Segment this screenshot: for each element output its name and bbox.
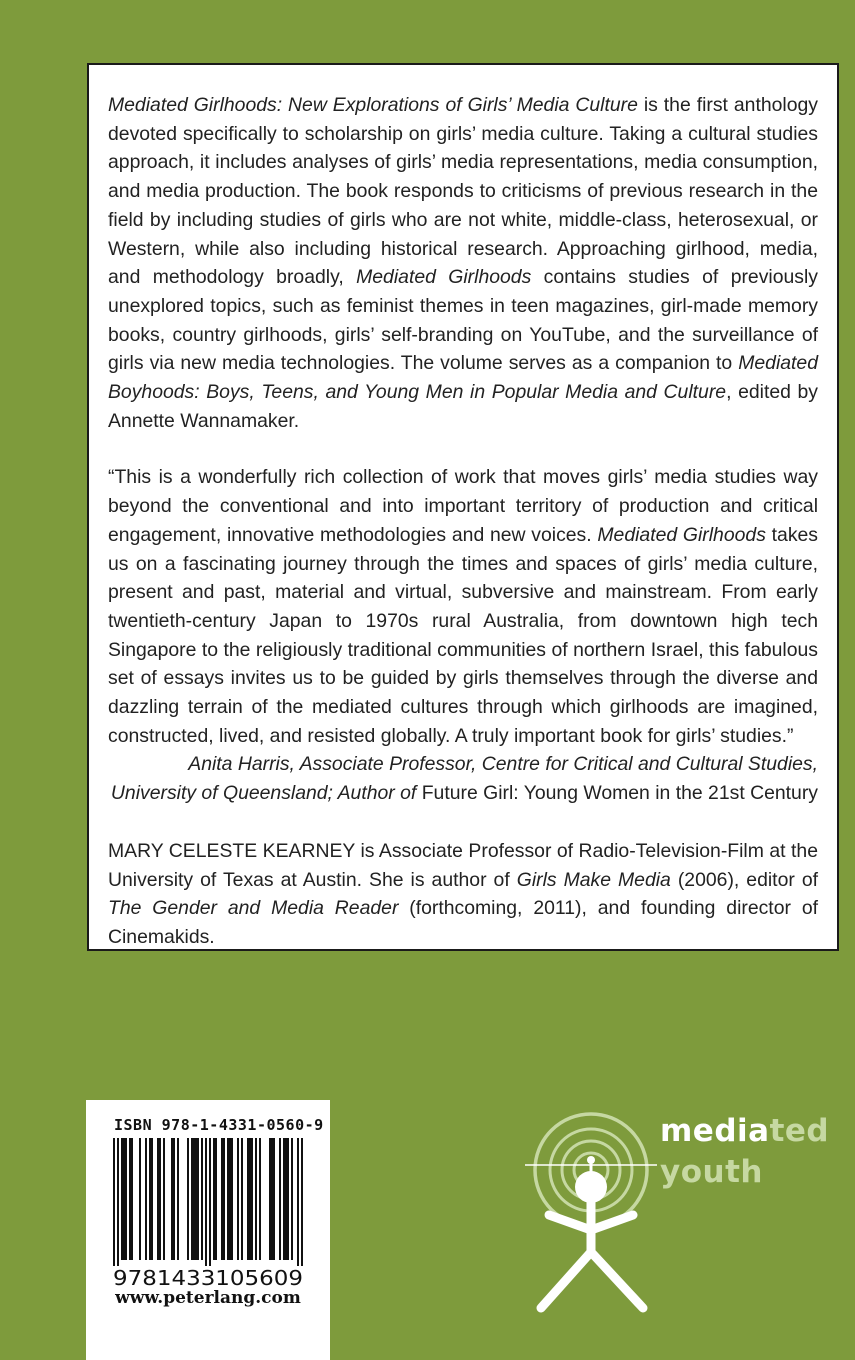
- quote-start: “This is a wonderfully rich collection of work that moves girls’ media studies way beyond the conventional and into important territory of production and critical engagement, innovative methodologies and new voices.: [108, 466, 818, 546]
- barcode-bar: [221, 1138, 223, 1260]
- barcode-bar: [241, 1138, 243, 1260]
- barcode-bar: [213, 1138, 215, 1260]
- logo-word-part-b: ted: [769, 1113, 830, 1149]
- barcode-bar: [247, 1138, 249, 1260]
- barcode-bar: [283, 1138, 285, 1260]
- barcode-bar: [129, 1138, 131, 1260]
- barcode-bar: [145, 1138, 147, 1260]
- barcode-bar: [227, 1138, 229, 1260]
- barcode-bar: [187, 1138, 189, 1260]
- antenna-ball: [587, 1156, 595, 1164]
- endorsement-quote: [108, 463, 818, 750]
- barcode-bar: [151, 1138, 153, 1260]
- description-ending: , edited by Annette Wannamaker.: [108, 381, 818, 432]
- barcode-bar: [159, 1138, 161, 1260]
- barcode-bar: [121, 1138, 123, 1260]
- barcode-bar: [279, 1138, 281, 1260]
- barcode-bar: [297, 1138, 299, 1266]
- barcode-bar: [215, 1138, 217, 1260]
- author-bio: [108, 837, 818, 952]
- endorsement-attribution: [108, 750, 818, 807]
- barcode-bar: [255, 1138, 257, 1260]
- barcode-bar: [223, 1138, 225, 1260]
- attribution-line-1: Anita Harris, Associate Professor, Centre for Critical and Cultural Studies,: [188, 753, 818, 776]
- barcode-bar: [269, 1138, 271, 1260]
- logo-word-youth: youth: [660, 1154, 763, 1190]
- barcode-panel: [86, 1100, 330, 1360]
- stick-figure-head: [575, 1171, 607, 1203]
- barcode-bar: [117, 1138, 119, 1266]
- quote-book-title: Mediated Girlhoods: [597, 523, 766, 546]
- barcode-bar: [149, 1138, 151, 1260]
- book-title-short: Mediated Girlhoods: [356, 266, 532, 289]
- bio-part-3: (forthcoming, 2011), and founding director of Cinemakids.: [108, 897, 818, 948]
- attribution-line-2: University of Queensland; Author of: [110, 782, 422, 805]
- logo-word-part-a: media: [660, 1113, 770, 1149]
- attribution-book: Future Girl: Young Women in the 21st Century: [421, 782, 818, 805]
- companion-title: Mediated Boyhoods: Boys, Teens, and Young Men in Popular Media and Culture: [108, 352, 818, 404]
- barcode-bar: [171, 1138, 173, 1260]
- barcode-bar: [291, 1138, 293, 1260]
- barcode-bar: [285, 1138, 287, 1260]
- barcode-bar: [157, 1138, 159, 1260]
- barcode-bar: [287, 1138, 289, 1260]
- barcode-bar: [123, 1138, 125, 1260]
- barcode-bar: [301, 1138, 303, 1266]
- description-middle: contains studies of previously unexplored topics, such as feminist themes in teen magazines, girl-made memory books, country girlhoods, girls’ self-branding on YouTube, and the surveillance of girls via new media technologies. The volume serves as a companion to: [108, 266, 818, 375]
- bio-part-2: (2006), editor of: [670, 868, 818, 891]
- bio-start: MARY CELESTE KEARNEY is Associate Professor of Radio-Television-Film at the University of Texas at Austin. She is author of: [108, 839, 818, 891]
- barcode-bar: [177, 1138, 179, 1260]
- book-title: Mediated Girlhoods: New Explorations of Girls’ Media Culture: [108, 94, 638, 116]
- barcode-bar: [195, 1138, 197, 1260]
- mediated-youth-logo: [525, 1090, 660, 1325]
- description-intro: is the first anthology devoted specifically to scholarship on girls’ media culture. Taking a cultural studies approach, it includes analyses of girls’ media representations, media consumption, and media production. The book responds to criticisms of previous research in the field by including studies of girls who are not white, middle-class, heterosexual, or Western, while also including historical research. Approaching girlhood, media, and methodology broadly,: [108, 94, 818, 289]
- isbn-label: ISBN 978-1-4331-0560-9: [114, 1116, 324, 1134]
- barcode-bar: [273, 1138, 275, 1260]
- barcode-bar: [163, 1138, 165, 1260]
- barcode: [106, 1138, 310, 1288]
- quote-end: takes us on a fascinating journey through the times and spaces of girls’ media culture, present and past, material and virtual, subversive and mainstream. From early twentieth-century Japan to 1970s rural Australia, from downtown high tech Singapore to the religiously traditional communities of northern Israel, this fabulous set of essays invites us to be guided by girls themselves through the diverse and dazzling terrain of the mediated cultures through which girlhoods are imagined, constructed, lived, and resisted globally. A truly important book for girls’ studies.”: [108, 523, 818, 747]
- book-description: [108, 91, 818, 435]
- barcode-bar: [139, 1138, 141, 1260]
- barcode-bar: [251, 1138, 253, 1260]
- barcode-bar: [173, 1138, 175, 1260]
- barcode-bar: [205, 1138, 207, 1266]
- back-cover-text-box: [87, 63, 839, 951]
- barcode-bar: [229, 1138, 231, 1260]
- barcode-bar: [113, 1138, 115, 1266]
- logo-word-mediated: [660, 1113, 830, 1149]
- barcode-digits: 9781433105609: [113, 1266, 303, 1288]
- barcode-bar: [259, 1138, 261, 1260]
- barcode-bar: [201, 1138, 203, 1260]
- barcode-bar: [191, 1138, 193, 1260]
- barcode-bar: [197, 1138, 199, 1260]
- bio-book-1: Girls Make Media: [516, 868, 671, 891]
- bio-book-2: The Gender and Media Reader: [108, 897, 399, 920]
- barcode-bar: [237, 1138, 239, 1260]
- barcode-bar: [131, 1138, 133, 1260]
- barcode-bar: [231, 1138, 233, 1260]
- barcode-bar: [193, 1138, 195, 1260]
- barcode-bar: [249, 1138, 251, 1260]
- barcode-bar: [125, 1138, 127, 1260]
- barcode-bar: [209, 1138, 211, 1266]
- publisher-url[interactable]: www.peterlang.com: [115, 1288, 301, 1308]
- barcode-bar: [271, 1138, 273, 1260]
